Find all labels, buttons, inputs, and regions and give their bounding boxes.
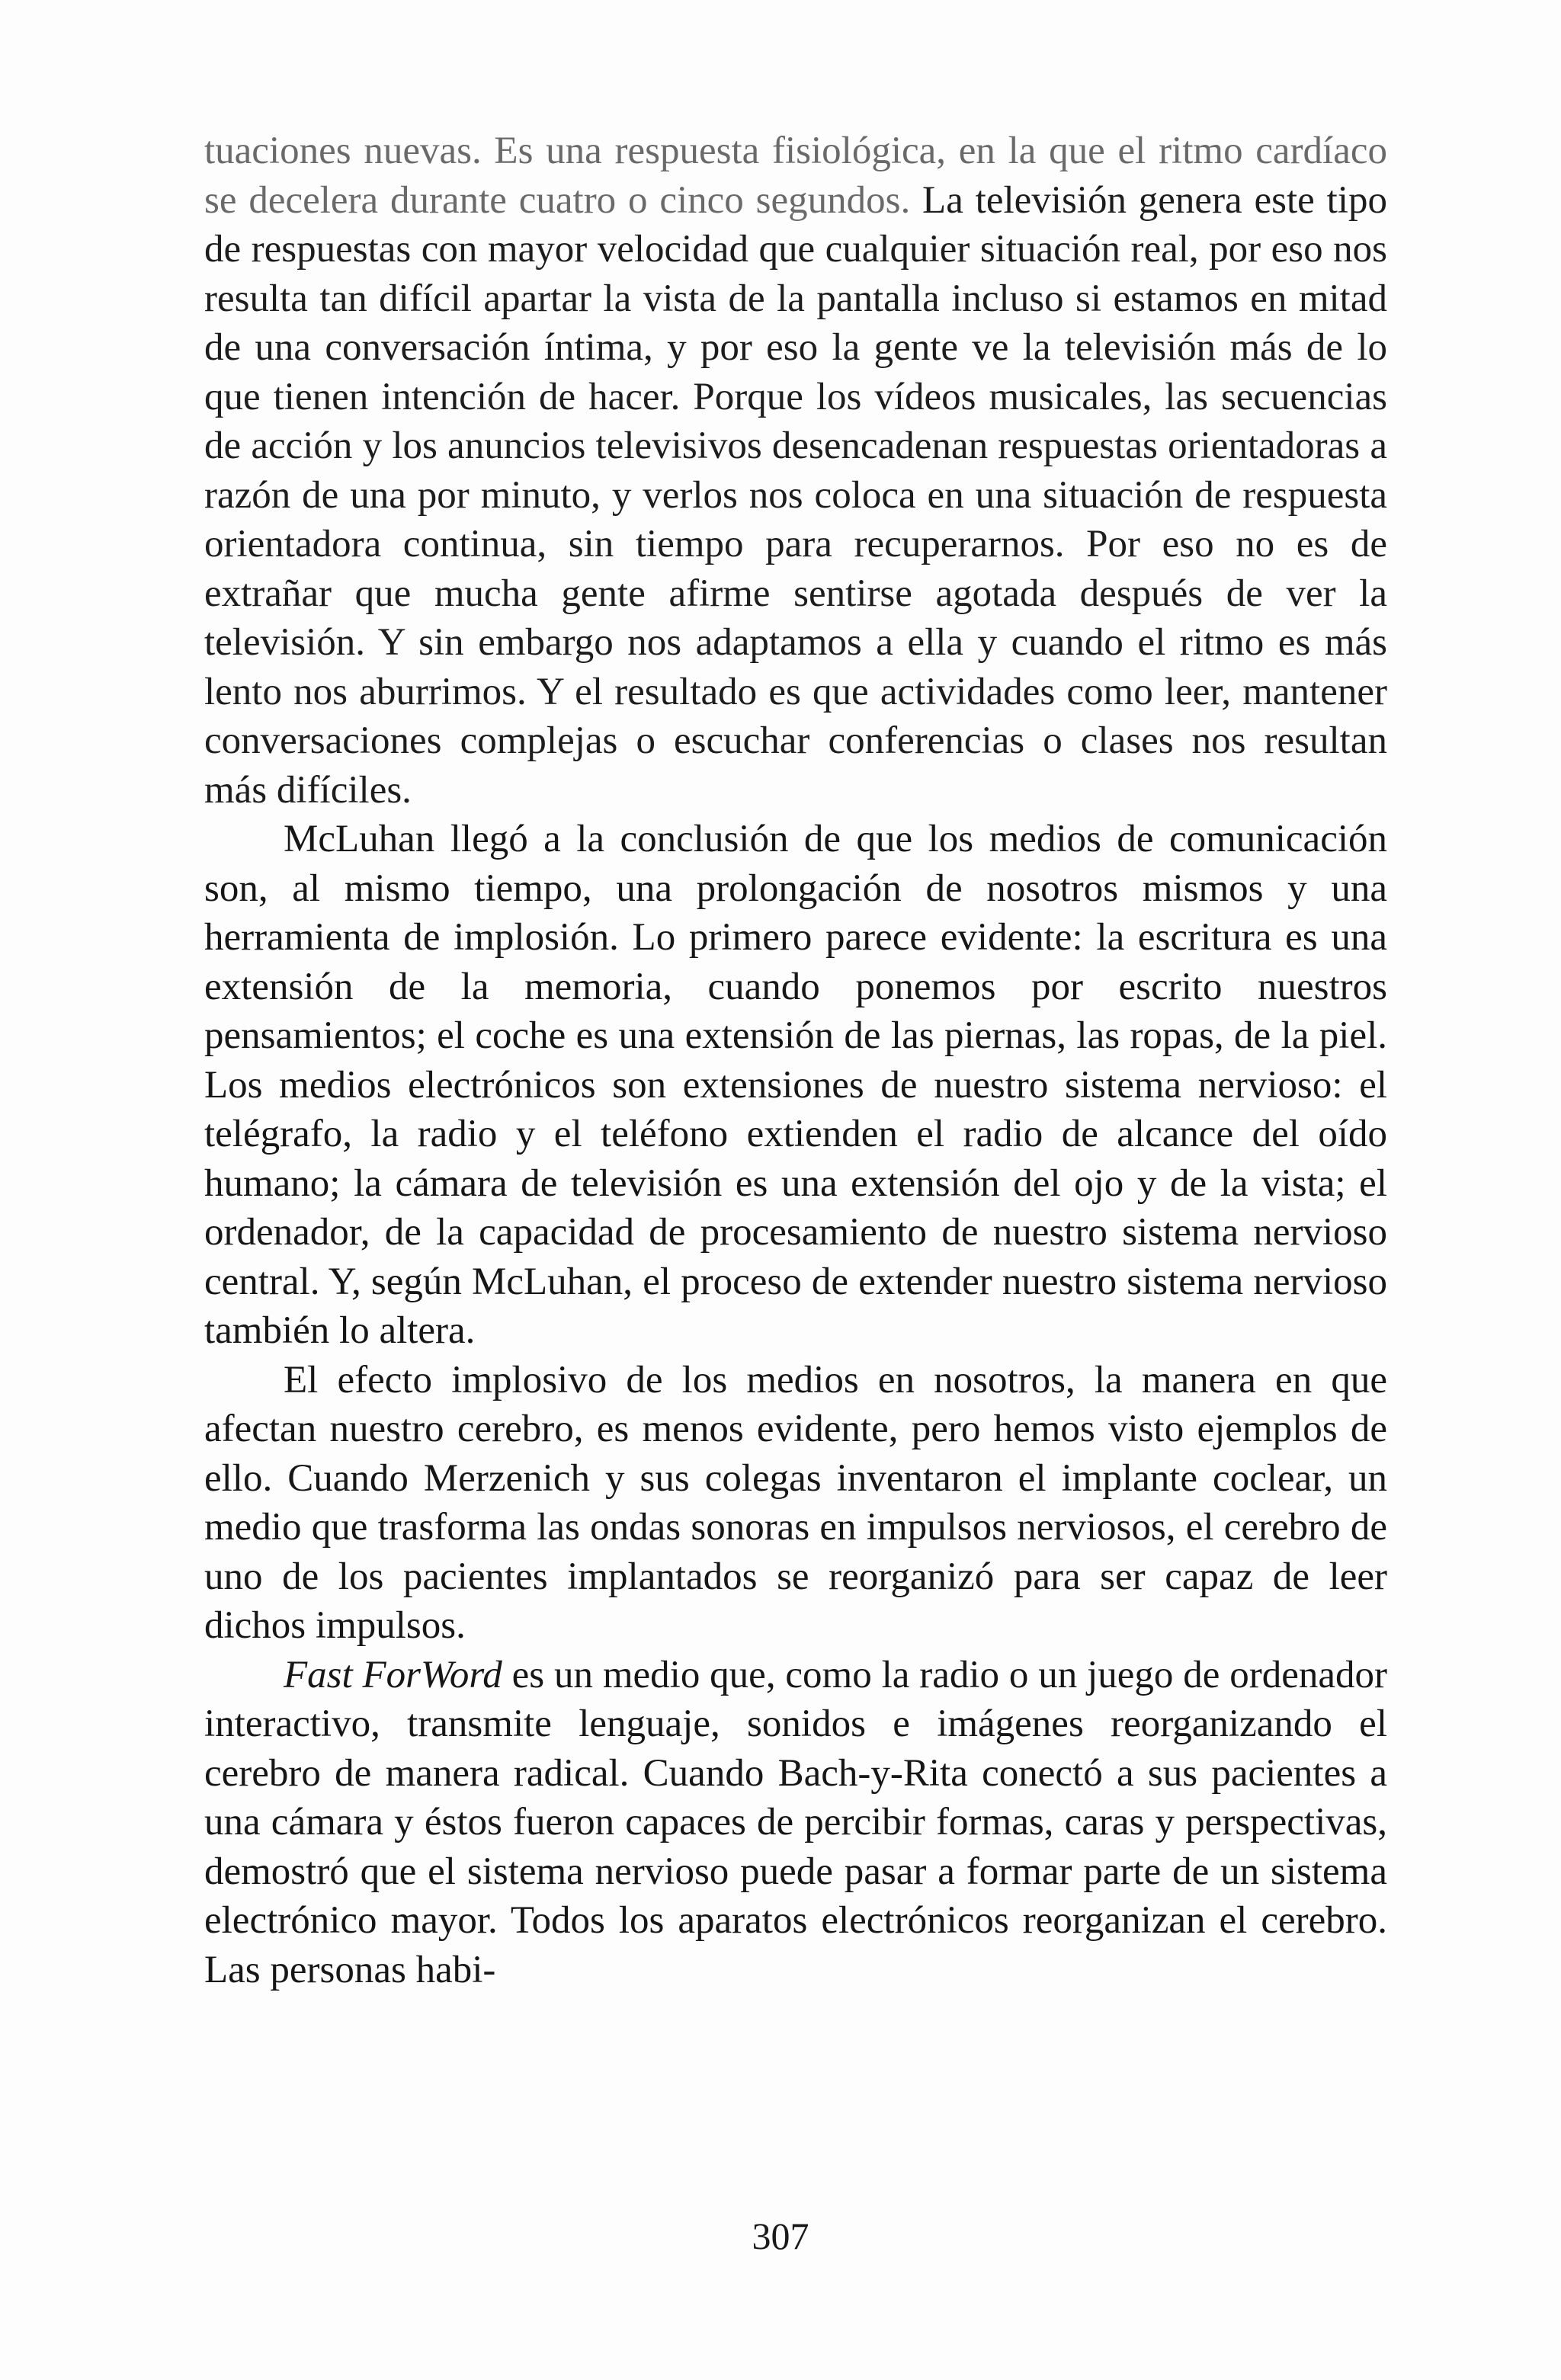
paragraph-1-faded-start: tuaciones nuevas. Es una respuesta fisiológica, en la que el ritmo cardíaco se decelera durante cuatro o cinco segundos. [204,130,1387,222]
paragraph-4-text: es un medio que, como la radio o un juego de ordenador interactivo, transmite lenguaje, sonidos e imágenes reorganizando el cerebro de manera radical. Cuando Bach-y-Rita conectó a sus pacientes a una cámara y éstos fueron capaces de percibir formas, caras y perspectivas, demostró que el sistema nervioso puede pasar a formar parte de un sistema electrónico mayor. Todos los aparatos electrónicos reorganizan el cerebro. Las personas habi- [204,1653,1387,1991]
paragraph-3: El efecto implosivo de los medios en nosotros, la manera en que afectan nuestro cerebro, es menos evidente, pero hemos visto ejemplos de ello. Cuando Merzenich y sus colegas inventaron el implante coclear, un medio que trasforma las ondas sonoras en impulsos nerviosos, el cerebro de uno de los pacientes implantados se reorganizó para ser capaz de leer dichos impulsos. [204,1358,1387,1647]
paragraph-1 [204,127,1387,815]
paragraph-2: McLuhan llegó a la conclusión de que los medios de comunicación son, al mismo tiempo, una prolongación de nosotros mismos y una herramienta de implosión. Lo primero parece evidente: la escritura es una extensión de la memoria, cuando ponemos por escrito nuestros pensamientos; el coche es una extensión de las piernas, las ropas, de la piel. Los medios electrónicos son extensiones de nuestro sistema nervioso: el telégrafo, la radio y el teléfono extienden el radio de alcance del oído humano; la cámara de televisión es una extensión del ojo y de la vista; el ordenador, de la capacidad de procesamiento de nuestro sistema nervioso central. Y, según McLuhan, el proceso de extender nuestro sistema nervioso también lo altera. [204,818,1387,1352]
paragraph-1-text: La televisión genera este tipo de respuestas con mayor velocidad que cualquier situación real, por eso nos resulta tan difícil apartar la vista de la pantalla incluso si estamos en mitad de una conversación íntima, y por eso la gente ve la televisión más de lo que tienen intención de hacer. Porque los vídeos musicales, las secuencias de acción y los anuncios televisivos desencadenan respuestas orientadoras a razón de una por minuto, y verlos nos coloca en una situación de respuesta orientadora continua, sin tiempo para recuperarnos. Por eso no es de extrañar que mucha gente afirme sentirse agotada después de ver la televisión. Y sin embargo nos adaptamos a ella y cuando el ritmo es más lento nos aburrimos. Y el resultado es que actividades como leer, mantener conversaciones complejas o escuchar conferencias o clases nos resultan más difíciles. [204,178,1387,812]
paragraph-4 [204,1651,1387,1995]
page-number: 307 [752,2215,809,2257]
body-text [204,127,1387,1994]
italic-title: Fast ForWord [284,1653,502,1696]
